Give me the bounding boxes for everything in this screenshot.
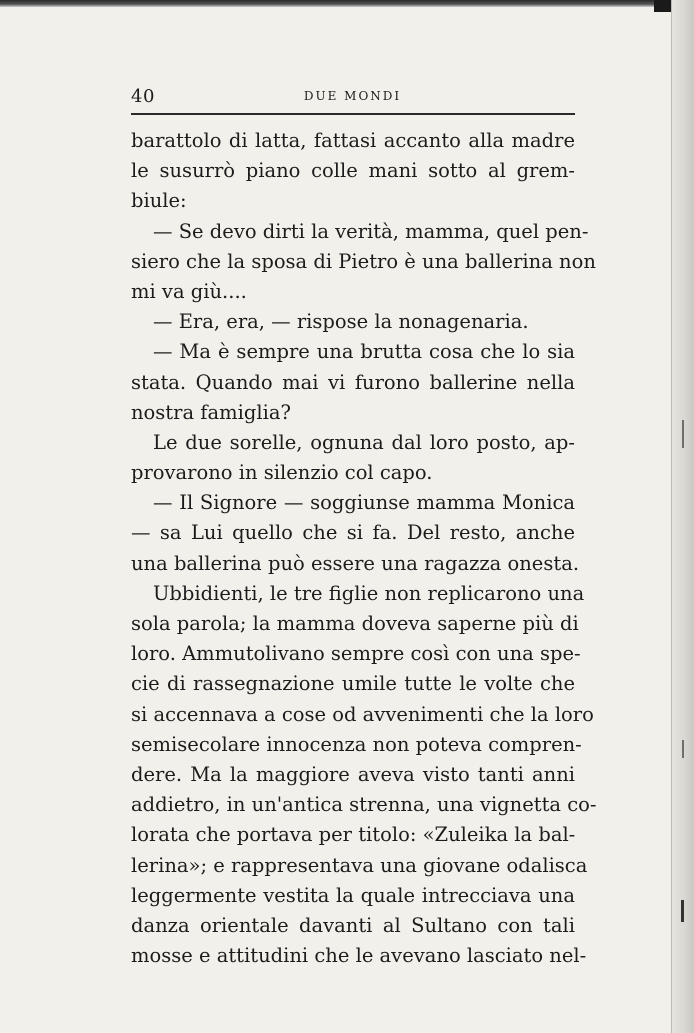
text-line: mosse e attitudini che le avevano lasciato nel- — [131, 944, 587, 968]
text-line: barattolo di latta, fattasi accanto alla madre — [131, 129, 575, 152]
text-line: semisecolare innocenza non poteva compren- — [131, 732, 582, 756]
text-line: si accennava a cose od avvenimenti che la loro — [131, 702, 594, 726]
text-line: siero che la sposa di Pietro è una ballerina non — [131, 249, 596, 273]
text-line: addietro, in un'antica strenna, una vignetta co- — [131, 793, 597, 817]
body-text — [131, 126, 597, 971]
text-line: nostra famiglia? — [131, 400, 291, 424]
scan-edge-mark — [681, 900, 684, 922]
header-rule — [131, 113, 575, 115]
page-header — [131, 86, 574, 108]
text-line: — Ma è sempre una brutta cosa che lo sia — [153, 340, 575, 364]
scan-right-edge — [671, 0, 694, 1033]
scan-edge-mark — [682, 420, 684, 448]
text-line: una ballerina può essere una ragazza onesta. — [131, 551, 580, 575]
text-line: leggermente vestita la quale intrecciava una — [131, 883, 575, 907]
text-line: — Il Signore — soggiunse mamma Monica — [153, 491, 575, 515]
text-line: stata. Quando mai vi furono ballerine nella — [131, 370, 575, 394]
text-line: lorata che portava per titolo: «Zuleika la bal- — [131, 823, 576, 847]
text-line: sola parola; la mamma doveva saperne più di — [131, 612, 579, 635]
text-line: cie di rassegnazione umile tutte le volte che — [131, 672, 575, 696]
text-line: danza orientale davanti al Sultano con tali — [131, 913, 575, 937]
text-line: Ubbidienti, le tre figlie non replicarono una — [153, 581, 585, 605]
scan-edge-mark — [682, 740, 684, 758]
text-line: loro. Ammutolivano sempre così con una spe- — [131, 642, 581, 666]
text-line: — Era, era, — rispose la nonagenaria. — [153, 310, 529, 334]
text-line: — Se devo dirti la verità, mamma, quel pen- — [153, 219, 589, 243]
running-title: DUE MONDI — [303, 89, 402, 103]
text-line: biule: — [131, 189, 187, 213]
text-line: mi va giù.... — [131, 279, 247, 303]
text-line: le susurrò piano colle mani sotto al grem- — [131, 159, 575, 183]
text-line: dere. Ma la maggiore aveva visto tanti anni — [131, 762, 575, 786]
text-line: — sa Lui quello che si fa. Del resto, anche — [131, 521, 575, 545]
text-line: provarono in silenzio col capo. — [131, 461, 433, 485]
text-line: Le due sorelle, ognuna dal loro posto, ap- — [153, 430, 575, 454]
text-line: lerina»; e rappresentava una giovane odalisca — [131, 853, 588, 877]
page-number: 40 — [131, 86, 155, 107]
